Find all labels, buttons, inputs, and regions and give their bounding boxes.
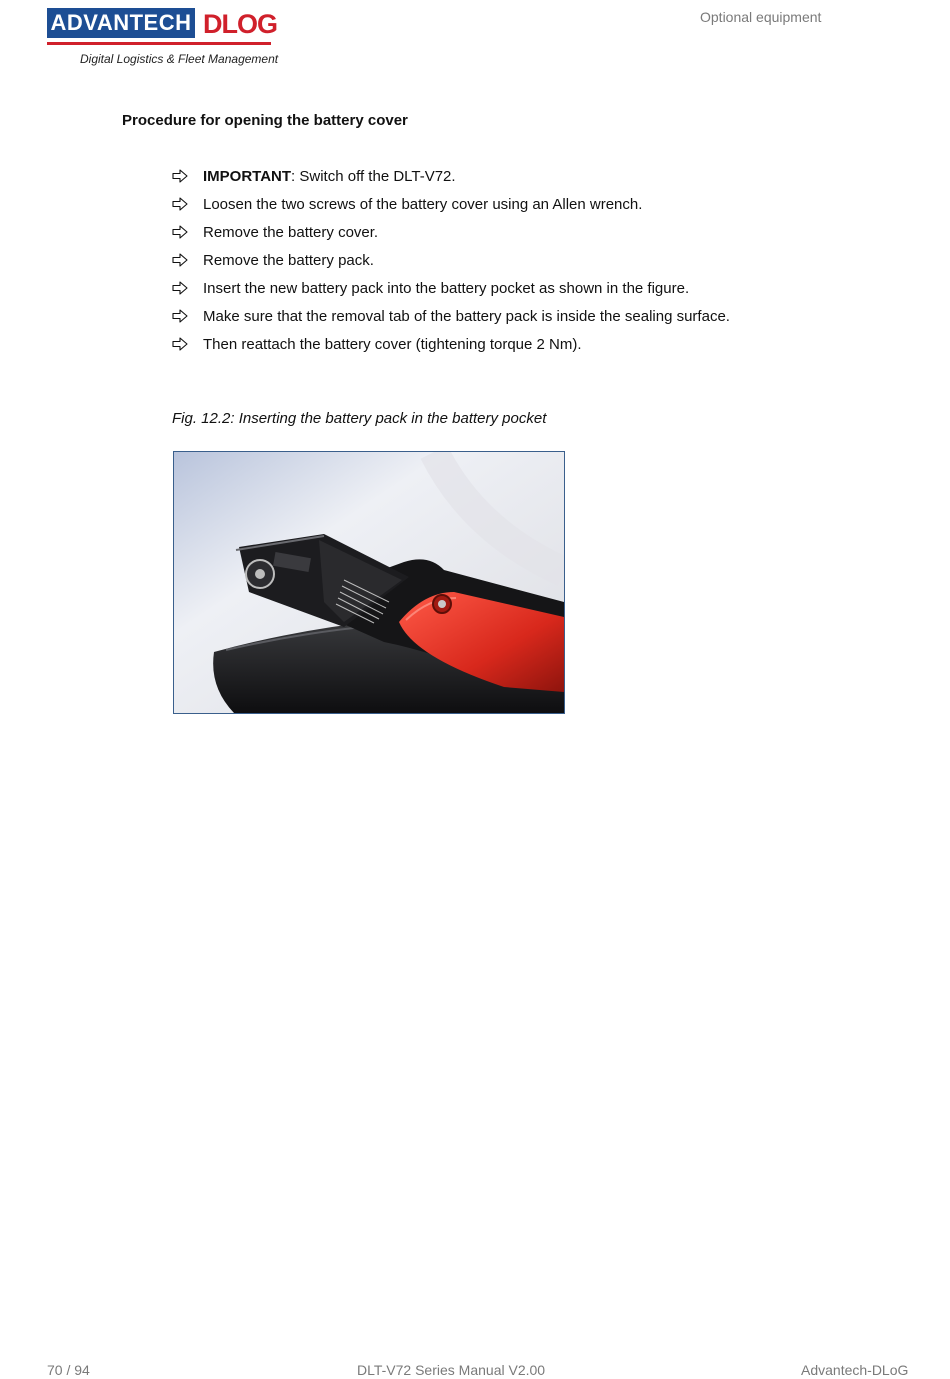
step-text [203, 280, 689, 298]
manual-title: DLT-V72 Series Manual V2.00 [357, 1362, 546, 1378]
step-label: Make sure that the removal tab of the battery pack is inside the sealing surface. [203, 308, 730, 325]
hollow-arrow-right-icon [172, 281, 188, 295]
step-bold-label: IMPORTANT [203, 168, 292, 185]
step-label: Insert the new battery pack into the battery pocket as shown in the figure. [203, 280, 690, 297]
step-label: Loosen the two screws of the battery cover using an Allen wrench. [203, 196, 643, 213]
hollow-arrow-right-icon [172, 197, 188, 211]
step-text [203, 168, 456, 186]
page-number: 70 / 94 [47, 1362, 90, 1378]
dlog-logo-mark: DLOG [203, 9, 277, 39]
section-title: Optional equipment [700, 9, 822, 25]
step-label: Remove the battery pack. [203, 252, 374, 269]
step-text [203, 224, 378, 242]
step-text [203, 252, 374, 270]
hollow-arrow-right-icon [172, 225, 188, 239]
hollow-arrow-right-icon [172, 337, 188, 351]
procedure-heading: Procedure for opening the battery cover [122, 112, 408, 129]
figure-caption: Fig. 12.2: Inserting the battery pack in the battery pocket [172, 410, 547, 427]
step-text [203, 308, 730, 326]
step-label: Remove the battery cover. [203, 224, 379, 241]
hollow-arrow-right-icon [172, 253, 188, 267]
logo-divider [47, 42, 271, 45]
step-label: : Switch off the DLT-V72. [291, 168, 456, 185]
advantech-logo-mark: ADVANTECH [47, 8, 195, 38]
company-name: Advantech-DLoG [801, 1362, 909, 1378]
battery-pack-photo [173, 451, 565, 714]
logo-tagline: Digital Logistics & Fleet Management [80, 52, 279, 66]
company-logo [47, 8, 279, 70]
step-text [203, 336, 582, 354]
step-label: Then reattach the battery cover (tightening torque 2 Nm). [203, 336, 582, 353]
battery-pack-illustration [174, 452, 564, 713]
hollow-arrow-right-icon [172, 309, 188, 323]
hollow-arrow-right-icon [172, 169, 188, 183]
step-text [203, 196, 642, 214]
